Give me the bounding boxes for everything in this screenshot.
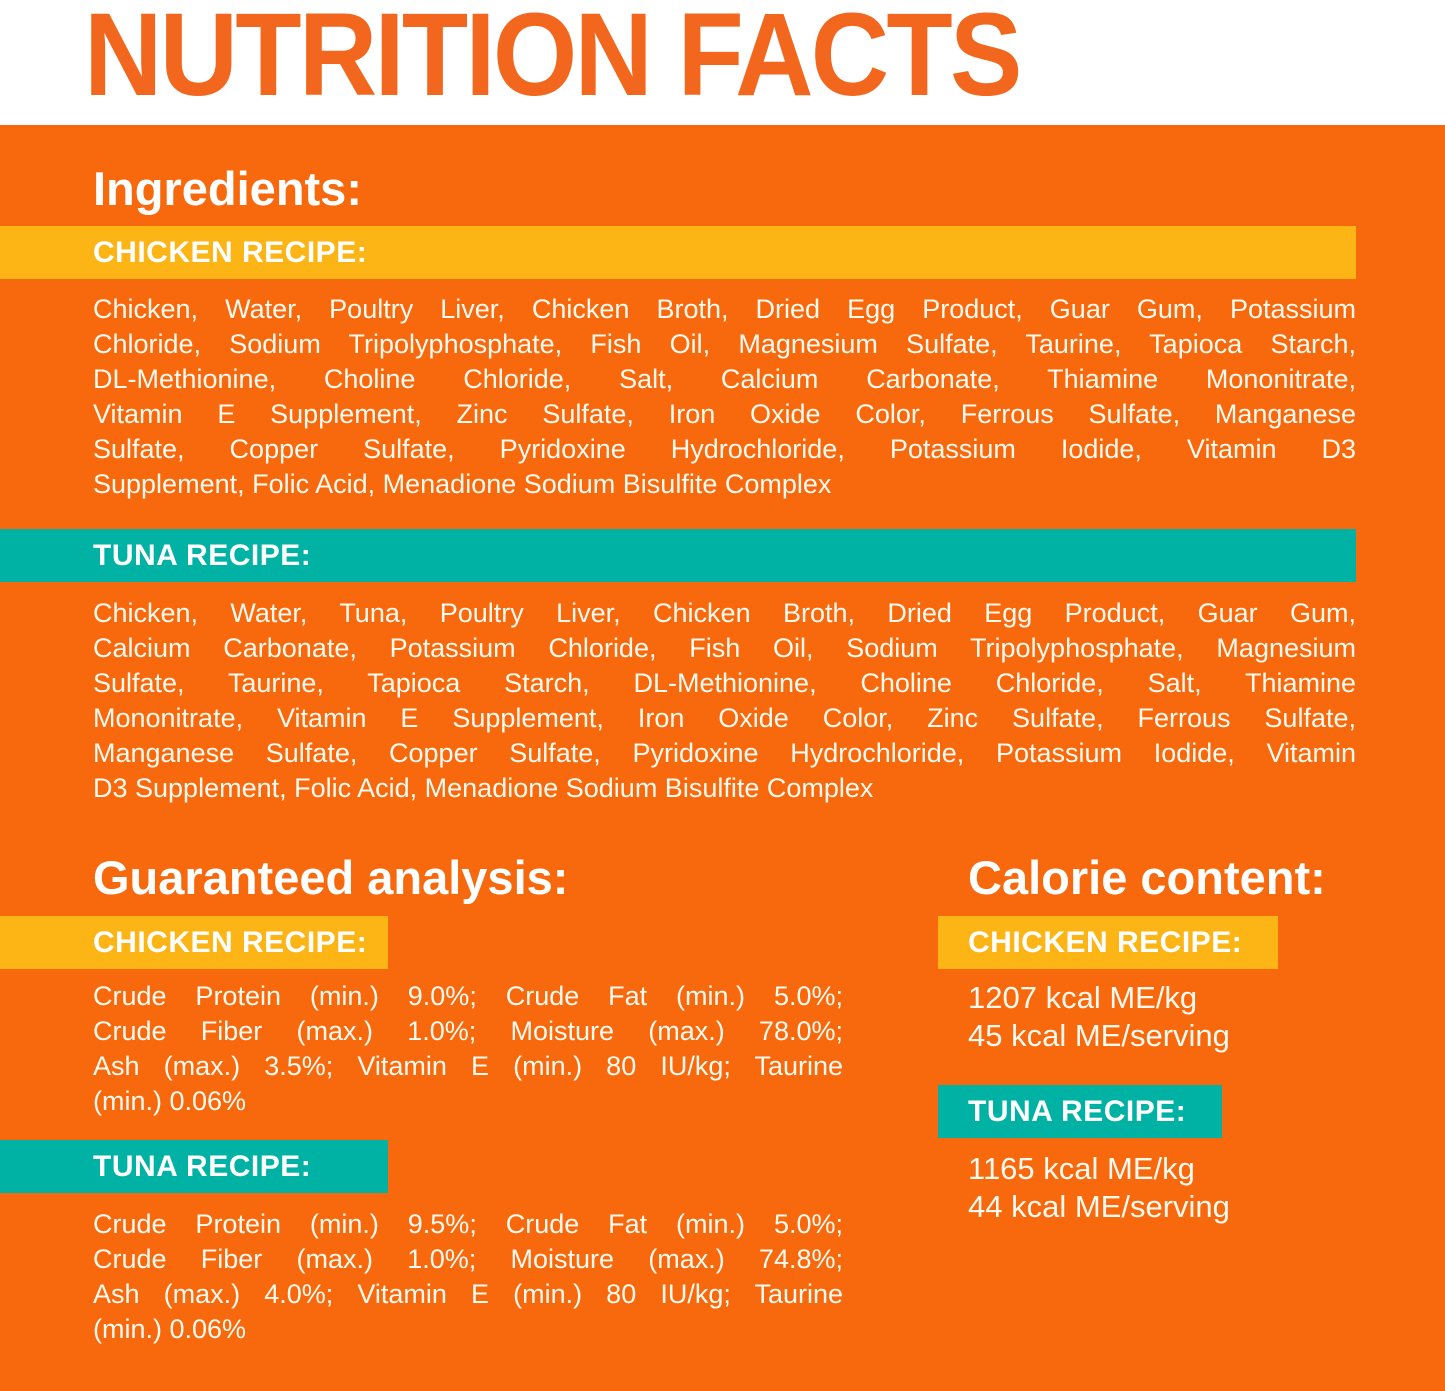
label-body [0,125,1445,1347]
analysis-tuna-recipe-label: TUNA RECIPE: [93,1149,312,1183]
chicken-kcal-per-serving: 45 kcal ME/serving [968,1018,1230,1053]
chicken-analysis-text: Crude Protein (min.) 9.0%; Crude Fat (min.) 5.0%; Crude Fiber (max.) 1.0%; Moisture (max.) 78.0%; Ash (max.) 3.5%; Vitamin E (min.) 80 IU/kg; Taurine (min.) 0.06% [93,981,843,1116]
analysis-tuna-recipe-banner [0,1140,388,1193]
page-title: NUTRITION FACTS [84,0,1020,121]
tuna-kcal-per-kg: 1165 kcal ME/kg [968,1151,1195,1186]
guaranteed-analysis-section [0,850,938,1347]
ingredients-chicken-recipe-banner [0,226,1356,279]
ingredients-tuna-recipe-banner [0,529,1356,582]
chicken-calorie-values [968,979,1445,1055]
analysis-chicken-recipe-label: CHICKEN RECIPE: [93,925,368,959]
calorie-content-heading: Calorie content: [968,851,1326,904]
chicken-ingredients-text: Chicken, Water, Poultry Liver, Chicken Broth, Dried Egg Product, Guar Gum, Potassium Chloride, Sodium Tripolyphosphate, Fish Oil, Magnesium Sulfate, Taurine, Tapioca Starch, DL-Methionine, Choline Chloride, Salt, Calcium Carbonate, Thiamine Mononitrate, Vitamin E Supplement, Zinc Sulfate, Iron Oxide Color, Ferrous Sulfate, Manganese Sulfate, Copper Sulfate, Pyridoxine Hydrochloride, Potassium Iodide, Vitamin D3 Supplement, Folic Acid, Menadione Sodium Bisulfite Complex [93,294,1356,499]
tuna-kcal-per-serving: 44 kcal ME/serving [968,1189,1230,1224]
ingredients-tuna-recipe-label: TUNA RECIPE: [93,538,312,572]
ingredients-heading: Ingredients: [93,162,362,215]
ingredients-chicken-recipe-label: CHICKEN RECIPE: [93,235,368,269]
calorie-tuna-recipe-banner [938,1085,1222,1138]
calorie-chicken-recipe-label: CHICKEN RECIPE: [968,925,1243,959]
analysis-and-calories-row [0,850,1445,1347]
ingredients-section [0,161,1445,806]
calorie-content-section [938,850,1445,1347]
tuna-analysis-text: Crude Protein (min.) 9.5%; Crude Fat (min.) 5.0%; Crude Fiber (max.) 1.0%; Moisture (max.) 74.8%; Ash (max.) 4.0%; Vitamin E (min.) 80 IU/kg; Taurine (min.) 0.06% [93,1209,843,1344]
tuna-ingredients-text: Chicken, Water, Tuna, Poultry Liver, Chicken Broth, Dried Egg Product, Guar Gum, Calcium Carbonate, Potassium Chloride, Fish Oil, Sodium Tripolyphosphate, Magnesium Sulfate, Taurine, Tapioca Starch, DL-Methionine, Choline Chloride, Salt, Thiamine Mononitrate, Vitamin E Supplement, Iron Oxide Color, Zinc Sulfate, Ferrous Sulfate, Manganese Sulfate, Copper Sulfate, Pyridoxine Hydrochloride, Potassium Iodide, Vitamin D3 Supplement, Folic Acid, Menadione Sodium Bisulfite Complex [93,598,1356,803]
chicken-kcal-per-kg: 1207 kcal ME/kg [968,980,1198,1015]
analysis-chicken-recipe-banner [0,916,388,969]
masthead [0,0,1445,125]
tuna-calorie-values [968,1150,1445,1226]
calorie-chicken-recipe-banner [938,916,1278,969]
guaranteed-analysis-heading: Guaranteed analysis: [93,851,569,904]
calorie-tuna-recipe-label: TUNA RECIPE: [968,1094,1187,1128]
